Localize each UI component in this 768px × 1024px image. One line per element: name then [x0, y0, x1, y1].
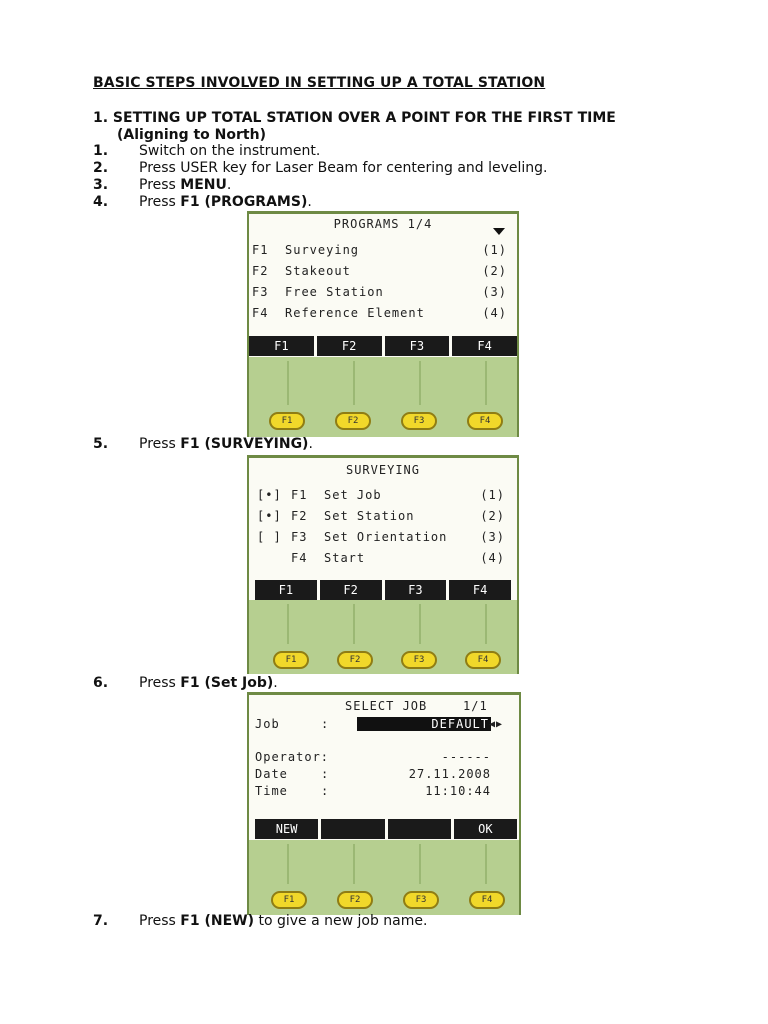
keypad	[249, 600, 517, 674]
step-text: Press F1 (Set Job).	[139, 675, 278, 691]
screen-header: SELECT JOB	[345, 699, 428, 713]
step-text: Press MENU.	[139, 177, 232, 193]
scroll-down-icon	[493, 228, 505, 235]
softkey-bar	[249, 336, 517, 356]
hardware-key-f1: F1	[269, 412, 305, 430]
step-number: 4.	[93, 194, 109, 210]
softkey-new: NEW	[255, 819, 318, 839]
hardware-key-f1: F1	[271, 891, 307, 909]
softkey-bar	[255, 819, 517, 839]
softkey-f2: F2	[317, 336, 382, 356]
softkey-f3: F3	[385, 580, 447, 600]
step-number: 1.	[93, 143, 109, 159]
step-text: Switch on the instrument.	[139, 143, 321, 159]
menu-row: F1 Surveying (1)	[252, 243, 507, 257]
softkey-ok: OK	[454, 819, 517, 839]
lcd-display	[249, 692, 519, 840]
softkey-blank	[388, 819, 451, 839]
menu-row: F4 Start (4)	[291, 551, 505, 565]
menu-row: F4 Reference Element (4)	[252, 306, 507, 320]
operator-row: Operator: ------	[255, 750, 491, 764]
select-job-screen-image	[247, 692, 521, 915]
hardware-key-f4: F4	[469, 891, 505, 909]
toggle-arrows-icon: ◀▶	[489, 719, 504, 730]
step-number: 2.	[93, 160, 109, 176]
softkey-bar	[255, 580, 511, 600]
menu-row: [•] F1 Set Job (1)	[257, 488, 505, 502]
hardware-key-f4: F4	[467, 412, 503, 430]
menu-row: [•] F2 Set Station (2)	[257, 509, 505, 523]
job-row: Job : DEFAULT ◀▶	[255, 717, 504, 731]
hardware-key-f3: F3	[401, 651, 437, 669]
step-text: Press F1 (SURVEYING).	[139, 436, 313, 452]
step-text: Press F1 (PROGRAMS).	[139, 194, 312, 210]
step-text: Press F1 (NEW) to give a new job name.	[139, 913, 428, 929]
menu-row: F3 Free Station (3)	[252, 285, 507, 299]
time-row: Time : 11:10:44	[255, 784, 491, 798]
screen-header-row	[249, 699, 519, 715]
hardware-key-f2: F2	[337, 651, 373, 669]
softkey-f1: F1	[249, 336, 314, 356]
step-number: 7.	[93, 913, 109, 929]
menu-row: [ ] F3 Set Orientation (3)	[257, 530, 505, 544]
softkey-f3: F3	[385, 336, 450, 356]
hardware-key-f3: F3	[401, 412, 437, 430]
step-number: 3.	[93, 177, 109, 193]
softkey-f4: F4	[452, 336, 517, 356]
hardware-key-f3: F3	[403, 891, 439, 909]
lcd-display	[249, 455, 517, 600]
surveying-screen-image	[247, 455, 519, 674]
softkey-f4: F4	[449, 580, 511, 600]
hardware-key-f2: F2	[335, 412, 371, 430]
lcd-display	[249, 211, 517, 357]
date-row: Date : 27.11.2008	[255, 767, 491, 781]
section-subtitle: (Aligning to North)	[117, 127, 266, 143]
softkey-blank	[321, 819, 384, 839]
document-title: BASIC STEPS INVOLVED IN SETTING UP A TOTAL STATION	[93, 75, 546, 91]
softkey-f1: F1	[255, 580, 317, 600]
step-number: 5.	[93, 436, 109, 452]
step-number: 6.	[93, 675, 109, 691]
keypad	[249, 840, 519, 915]
softkey-f2: F2	[320, 580, 382, 600]
keypad	[249, 357, 517, 437]
hardware-key-f1: F1	[273, 651, 309, 669]
menu-row: F2 Stakeout (2)	[252, 264, 507, 278]
screen-header: SURVEYING	[345, 463, 421, 477]
hardware-key-f2: F2	[337, 891, 373, 909]
job-value-field: DEFAULT	[357, 717, 491, 731]
section-title: 1. SETTING UP TOTAL STATION OVER A POINT FOR THE FIRST TIME	[93, 110, 616, 126]
step-text: Press USER key for Laser Beam for centering and leveling.	[139, 160, 548, 176]
programs-screen-image	[247, 211, 519, 437]
screen-header: PROGRAMS 1/4	[333, 217, 433, 231]
screen-page: 1/1	[463, 699, 488, 713]
hardware-key-f4: F4	[465, 651, 501, 669]
